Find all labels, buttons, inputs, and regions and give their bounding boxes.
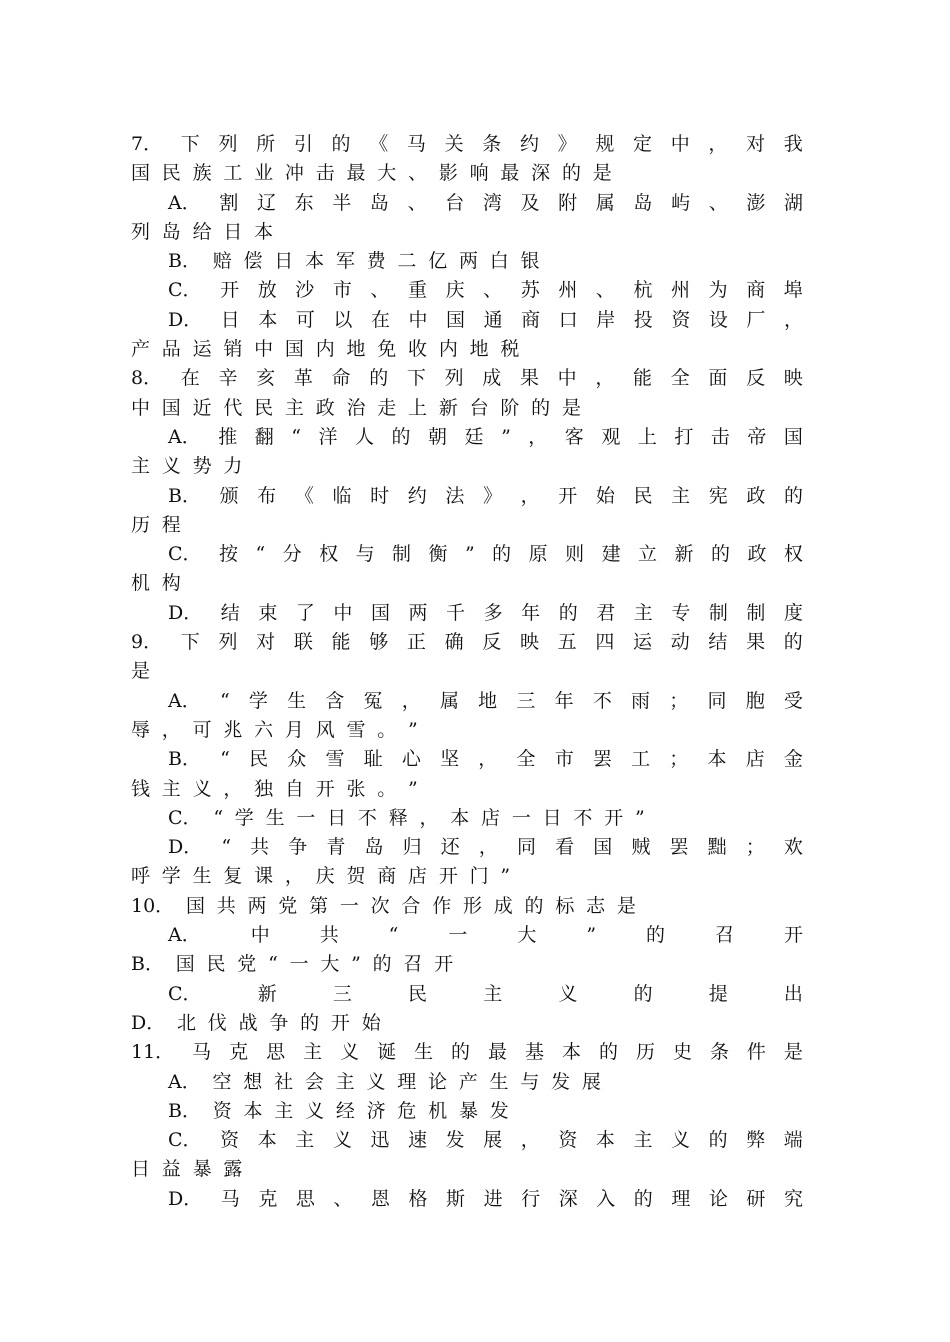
q11-line-5: 日 益 暴 露 bbox=[131, 1158, 243, 1181]
q8-line-8: 机 构 bbox=[131, 572, 181, 595]
q7-line-6: C． 开 放 沙 市 、 重 庆 、 苏 州 、 杭 州 为 商 埠 bbox=[168, 279, 803, 302]
q10-line-2: A． 中 共 “ 一 大 ” 的 召 开 bbox=[168, 924, 803, 947]
q9-line-9: 呼 学 生 复 课 ， 庆 贺 商 店 开 门 ” bbox=[131, 865, 511, 888]
q8-line-9: D． 结 束 了 中 国 两 千 多 年 的 君 主 专 制 制 度 bbox=[168, 601, 803, 624]
q8-line-5: B． 颁 布 《 临 时 约 法 》 ， 开 始 民 主 宪 政 的 bbox=[168, 484, 803, 507]
q9-line-5: B． “ 民 众 雪 耻 心 坚 ， 全 市 罢 工 ； 本 店 金 bbox=[168, 748, 803, 771]
q10-line-5: D． 北 伐 战 争 的 开 始 bbox=[131, 1011, 381, 1034]
q10-line-1: 10． 国 共 两 党 第 一 次 合 作 形 成 的 标 志 是 bbox=[131, 894, 636, 917]
q8-line-2: 中 国 近 代 民 主 政 治 走 上 新 台 阶 的 是 bbox=[131, 396, 581, 419]
q9-line-2: 是 bbox=[131, 660, 151, 683]
q10-line-4: C． 新 三 民 主 义 的 提 出 bbox=[168, 982, 803, 1005]
q9-line-4: 辱 ， 可 兆 六 月 风 雪 。 ” bbox=[131, 718, 418, 741]
q8-line-1: 8． 在 辛 亥 革 命 的 下 列 成 果 中 ， 能 全 面 反 映 bbox=[131, 367, 803, 390]
q11-line-2: A． 空 想 社 会 主 义 理 论 产 生 与 发 展 bbox=[168, 1070, 601, 1093]
q11-line-6: D． 马 克 思 、 恩 格 斯 进 行 深 入 的 理 论 研 究 bbox=[168, 1187, 803, 1210]
q7-line-3: A． 割 辽 东 半 岛 、 台 湾 及 附 属 岛 屿 、 澎 湖 bbox=[168, 191, 803, 214]
q8-line-6: 历 程 bbox=[131, 513, 181, 536]
q7-line-7: D． 日 本 可 以 在 中 国 通 商 口 岸 投 资 设 厂 ， bbox=[168, 308, 803, 331]
q7-line-1: 7． 下 列 所 引 的 《 马 关 条 约 》 规 定 中 ， 对 我 bbox=[131, 133, 803, 155]
q7-line-8: 产 品 运 销 中 国 内 地 免 收 内 地 税 bbox=[131, 338, 520, 361]
q9-line-8: D． “ 共 争 青 岛 归 还 ， 同 看 国 贼 罢 黜 ； 欢 bbox=[168, 836, 803, 859]
q10-line-3: B． 国 民 党 “ 一 大 ” 的 召 开 bbox=[131, 953, 454, 976]
q9-line-1: 9． 下 列 对 联 能 够 正 确 反 映 五 四 运 动 结 果 的 bbox=[131, 631, 803, 654]
q8-line-7: C． 按 “ 分 权 与 制 衡 ” 的 原 则 建 立 新 的 政 权 bbox=[168, 543, 803, 566]
q9-line-7: C． “ 学 生 一 日 不 释 ， 本 店 一 日 不 开 ” bbox=[168, 806, 645, 829]
q7-line-4: 列 岛 给 日 本 bbox=[131, 220, 274, 243]
q9-line-6: 钱 主 义 ， 独 自 开 张 。 ” bbox=[131, 777, 418, 800]
document-page bbox=[131, 130, 803, 1214]
q7-line-2: 国 民 族 工 业 冲 击 最 大 、 影 响 最 深 的 是 bbox=[131, 162, 612, 185]
q9-line-3: A． “ 学 生 含 冤 ， 属 地 三 年 不 雨 ； 同 胞 受 bbox=[168, 689, 803, 712]
q7-line-5: B． 赔 偿 日 本 军 费 二 亿 两 白 银 bbox=[168, 250, 540, 273]
q11-line-1: 11． 马 克 思 主 义 诞 生 的 最 基 本 的 历 史 条 件 是 bbox=[131, 1041, 803, 1064]
q8-line-4: 主 义 势 力 bbox=[131, 455, 243, 478]
q11-line-4: C． 资 本 主 义 迅 速 发 展 ， 资 本 主 义 的 弊 端 bbox=[168, 1129, 803, 1152]
q8-line-3: A． 推 翻 “ 洋 人 的 朝 廷 ” ， 客 观 上 打 击 帝 国 bbox=[168, 425, 803, 448]
q11-line-3: B． 资 本 主 义 经 济 危 机 暴 发 bbox=[168, 1099, 509, 1122]
